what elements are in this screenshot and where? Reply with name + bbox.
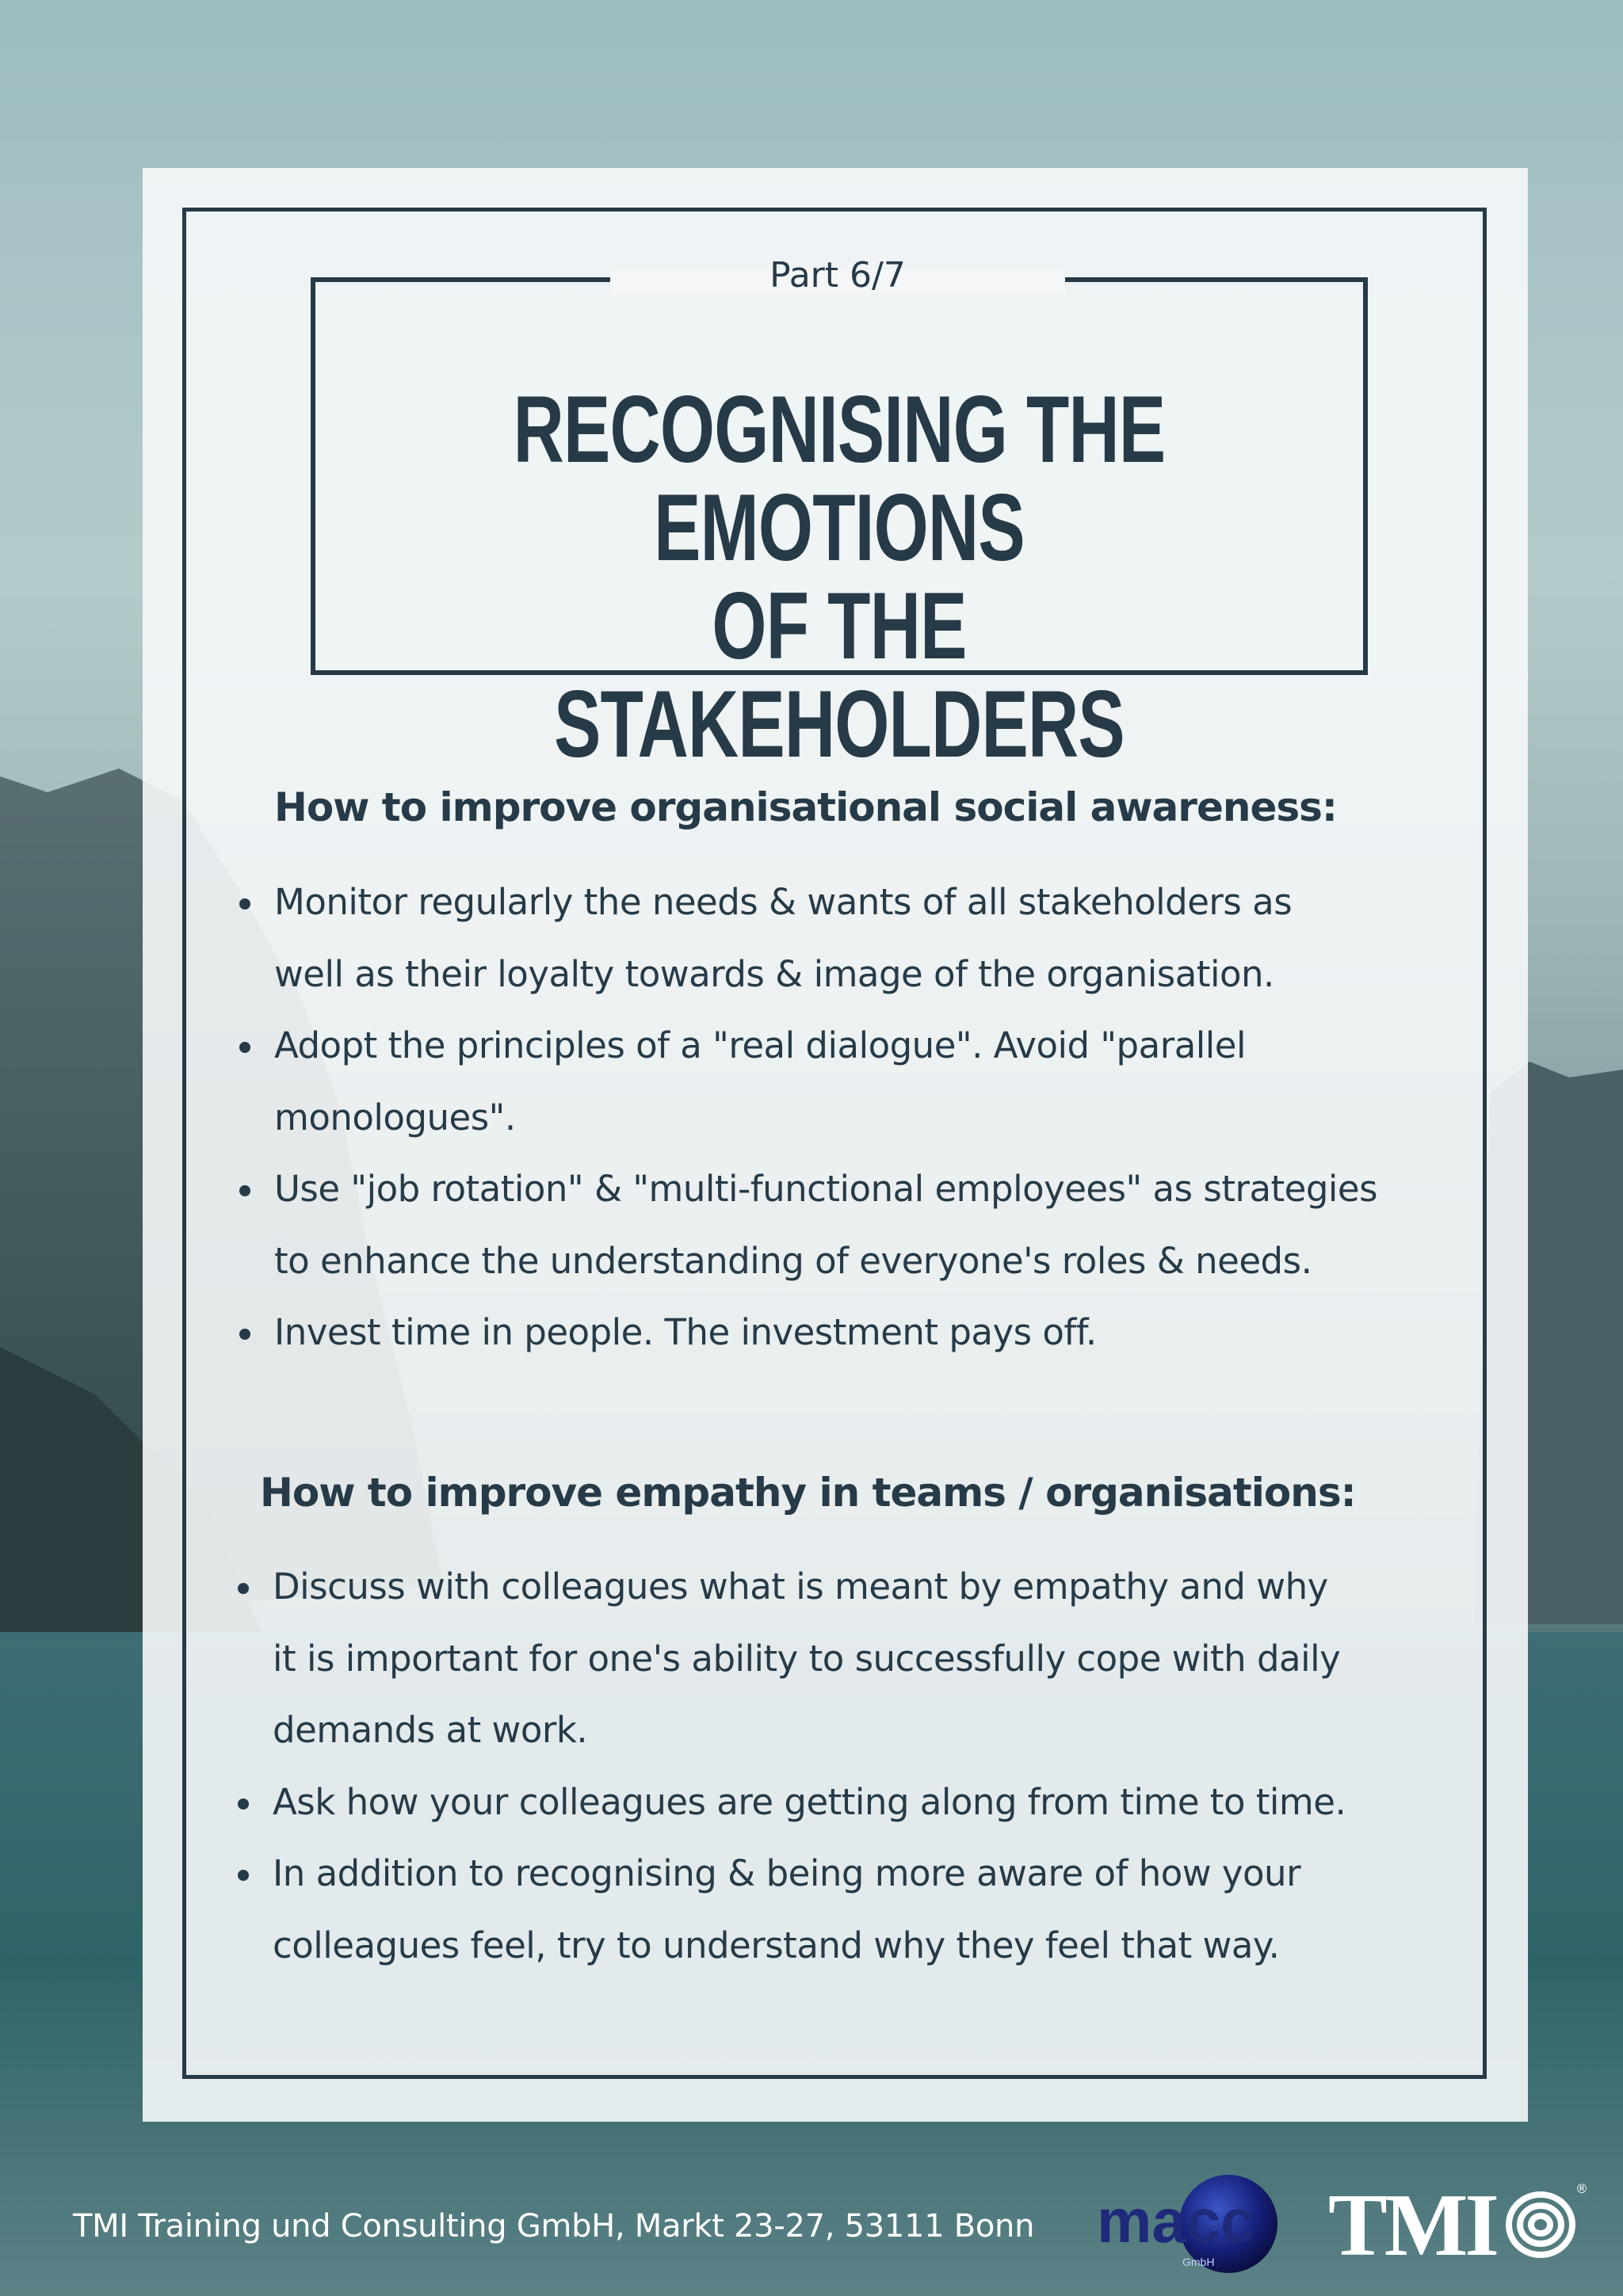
list-item bbox=[273, 1838, 1346, 1981]
page-title bbox=[453, 376, 1225, 777]
list-item bbox=[273, 1767, 1346, 1839]
list-item-line: Monitor regularly the needs & wants of all stakeholders as bbox=[274, 881, 1293, 923]
list-item-line: In addition to recognising & being more aware of how your bbox=[273, 1852, 1301, 1894]
list-item bbox=[274, 1154, 1377, 1297]
list-item-line: Discuss with colleagues what is meant by empathy and why bbox=[273, 1566, 1328, 1608]
list-item-line: to enhance the understanding of everyone's roles & needs. bbox=[274, 1239, 1312, 1282]
list-item-line: Use "job rotation" & "multi-functional employees" as strategies bbox=[274, 1168, 1378, 1210]
footer-address: TMI Training und Consulting GmbH, Markt 23-27, 53111 Bonn bbox=[73, 2208, 1035, 2245]
list-item-line: Ask how your colleagues are getting along from time to time. bbox=[273, 1780, 1346, 1823]
tmi-wordmark: TMI bbox=[1328, 2179, 1496, 2266]
list-item-line: colleagues feel, try to understand why they feel that way. bbox=[273, 1924, 1280, 1966]
tmi-logo bbox=[1325, 2179, 1594, 2266]
spiral-icon bbox=[1509, 2195, 1572, 2255]
registered-mark: ® bbox=[1575, 2181, 1588, 2196]
bullet-list-empathy bbox=[273, 1551, 1346, 1981]
part-label: Part 6/7 bbox=[769, 255, 906, 296]
list-item bbox=[274, 1010, 1377, 1154]
section-heading-social-awareness: How to improve organisational social awareness: bbox=[274, 784, 1337, 830]
macc-wordmark: macc bbox=[1097, 2186, 1255, 2256]
page-title-line-1: RECOGNISING THE EMOTIONS bbox=[513, 376, 1166, 581]
list-item-line: well as their loyalty towards & image of the organisation. bbox=[274, 952, 1274, 995]
list-item-line: Invest time in people. The investment pays off. bbox=[274, 1311, 1097, 1353]
list-item-line: monologues". bbox=[274, 1096, 516, 1138]
bullet-list-social-awareness bbox=[274, 867, 1377, 1369]
list-item bbox=[273, 1551, 1346, 1767]
list-item-line: it is important for one's ability to successfully cope with daily bbox=[273, 1637, 1341, 1680]
list-item-line: Adopt the principles of a "real dialogue". Avoid "parallel bbox=[274, 1024, 1246, 1066]
list-item bbox=[274, 1297, 1377, 1369]
macc-subtext: GmbH bbox=[1182, 2256, 1215, 2268]
macc-logo bbox=[1094, 2172, 1300, 2275]
page-title-line-2: OF THE STAKEHOLDERS bbox=[554, 573, 1125, 777]
list-item-line: demands at work. bbox=[273, 1709, 588, 1751]
section-heading-empathy: How to improve empathy in teams / organisations: bbox=[260, 1470, 1356, 1516]
list-item bbox=[274, 867, 1377, 1010]
